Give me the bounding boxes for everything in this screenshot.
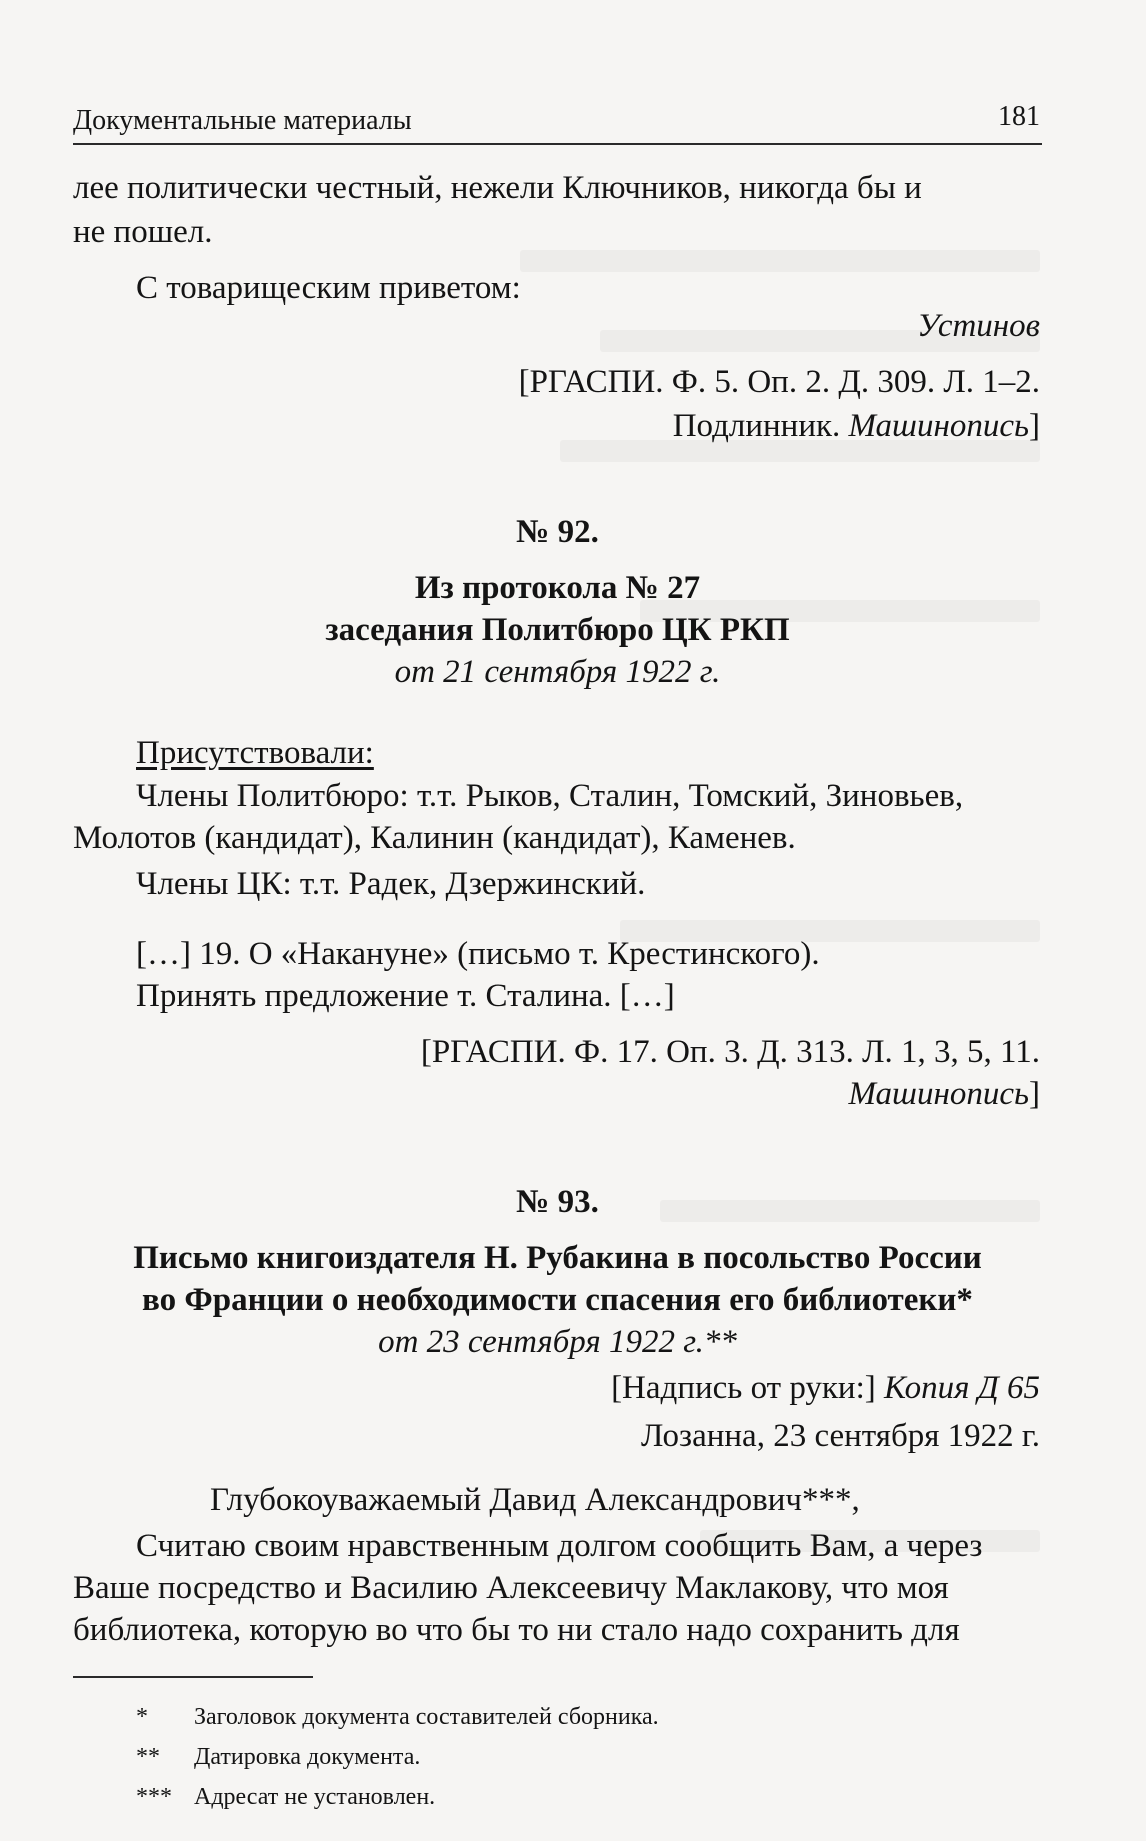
archive-note-end: ] (1029, 408, 1040, 444)
document-date: от 21 сентября 1922 г. (394, 654, 721, 690)
agenda-decision: Принять предложение т. Сталина. […] (136, 978, 675, 1014)
place-date: Лозанна, 23 сентября 1922 г. (640, 1418, 1040, 1454)
archive-note-italic: Машинопись (848, 408, 1029, 444)
inscription-plain: [Надпись от руки:] (611, 1370, 884, 1406)
footnote-separator (73, 1676, 313, 1678)
footnote-mark: *** (136, 1784, 172, 1810)
archive-note (300, 1074, 1040, 1114)
archive-note (400, 406, 1040, 446)
signature: Устинов (917, 308, 1040, 344)
page-number: 181 (998, 101, 1040, 132)
body-line: Ваше посредство и Василию Алексеевичу Маклакову, что моя (73, 1570, 949, 1606)
inscription-italic: Копия Д 65 (884, 1370, 1040, 1406)
header-rule (73, 143, 1042, 145)
body-line: библиотека, которую во что бы то ни стало надо сохранить для (73, 1612, 960, 1648)
footnote-text: Адресат не установлен. (194, 1784, 436, 1810)
archive-reference: [РГАСПИ. Ф. 5. Оп. 2. Д. 309. Л. 1–2. (518, 364, 1040, 400)
footnote-text: Заголовок документа составителей сборника. (194, 1704, 659, 1730)
archive-note-italic: Машинопись (848, 1076, 1029, 1112)
closing-line: С товарищеским приветом: (136, 270, 521, 306)
archive-note-end: ] (1029, 1076, 1040, 1112)
body-line: Считаю своим нравственным долгом сообщить Вам, а через (136, 1528, 983, 1564)
footnote-text: Датировка документа. (194, 1744, 421, 1770)
agenda-item: […] 19. О «Накануне» (письмо т. Крестинского). (136, 936, 820, 972)
document-number: № 93. (516, 1184, 599, 1220)
text-line: лее политически честный, нежели Ключников, никогда бы и (73, 170, 922, 206)
bleed-through (520, 250, 1040, 272)
inscription (400, 1368, 1040, 1408)
text-line: не пошел. (73, 214, 213, 250)
present-label: Присутствовали: (136, 735, 374, 771)
members-line: Члены Политбюро: т.т. Рыков, Сталин, Томский, Зиновьев, (136, 778, 964, 814)
archive-note-plain: Подлинник. (672, 408, 849, 444)
document-title: заседания Политбюро ЦК РКП (325, 612, 790, 648)
running-title: Документальные материалы (73, 105, 412, 136)
document-title: Из протокола № 27 (414, 570, 701, 606)
salutation: Глубокоуважаемый Давид Александрович***, (210, 1482, 860, 1518)
document-date: от 23 сентября 1922 г.** (378, 1324, 737, 1360)
footnote (136, 1742, 420, 1772)
document-number: № 92. (516, 514, 599, 550)
footnote-mark: ** (136, 1744, 160, 1770)
members-line: Молотов (кандидат), Калинин (кандидат), Каменев. (73, 820, 796, 856)
footnote (136, 1702, 659, 1732)
document-title: Письмо книгоиздателя Н. Рубакина в посольство России (133, 1240, 982, 1276)
footnote-mark: * (136, 1704, 148, 1730)
cc-members-line: Члены ЦК: т.т. Радек, Дзержинский. (136, 866, 646, 902)
archive-reference: [РГАСПИ. Ф. 17. Оп. 3. Д. 313. Л. 1, 3, 5, 11. (420, 1034, 1040, 1070)
footnote (136, 1782, 435, 1812)
document-title: во Франции о необходимости спасения его библиотеки* (142, 1282, 973, 1318)
